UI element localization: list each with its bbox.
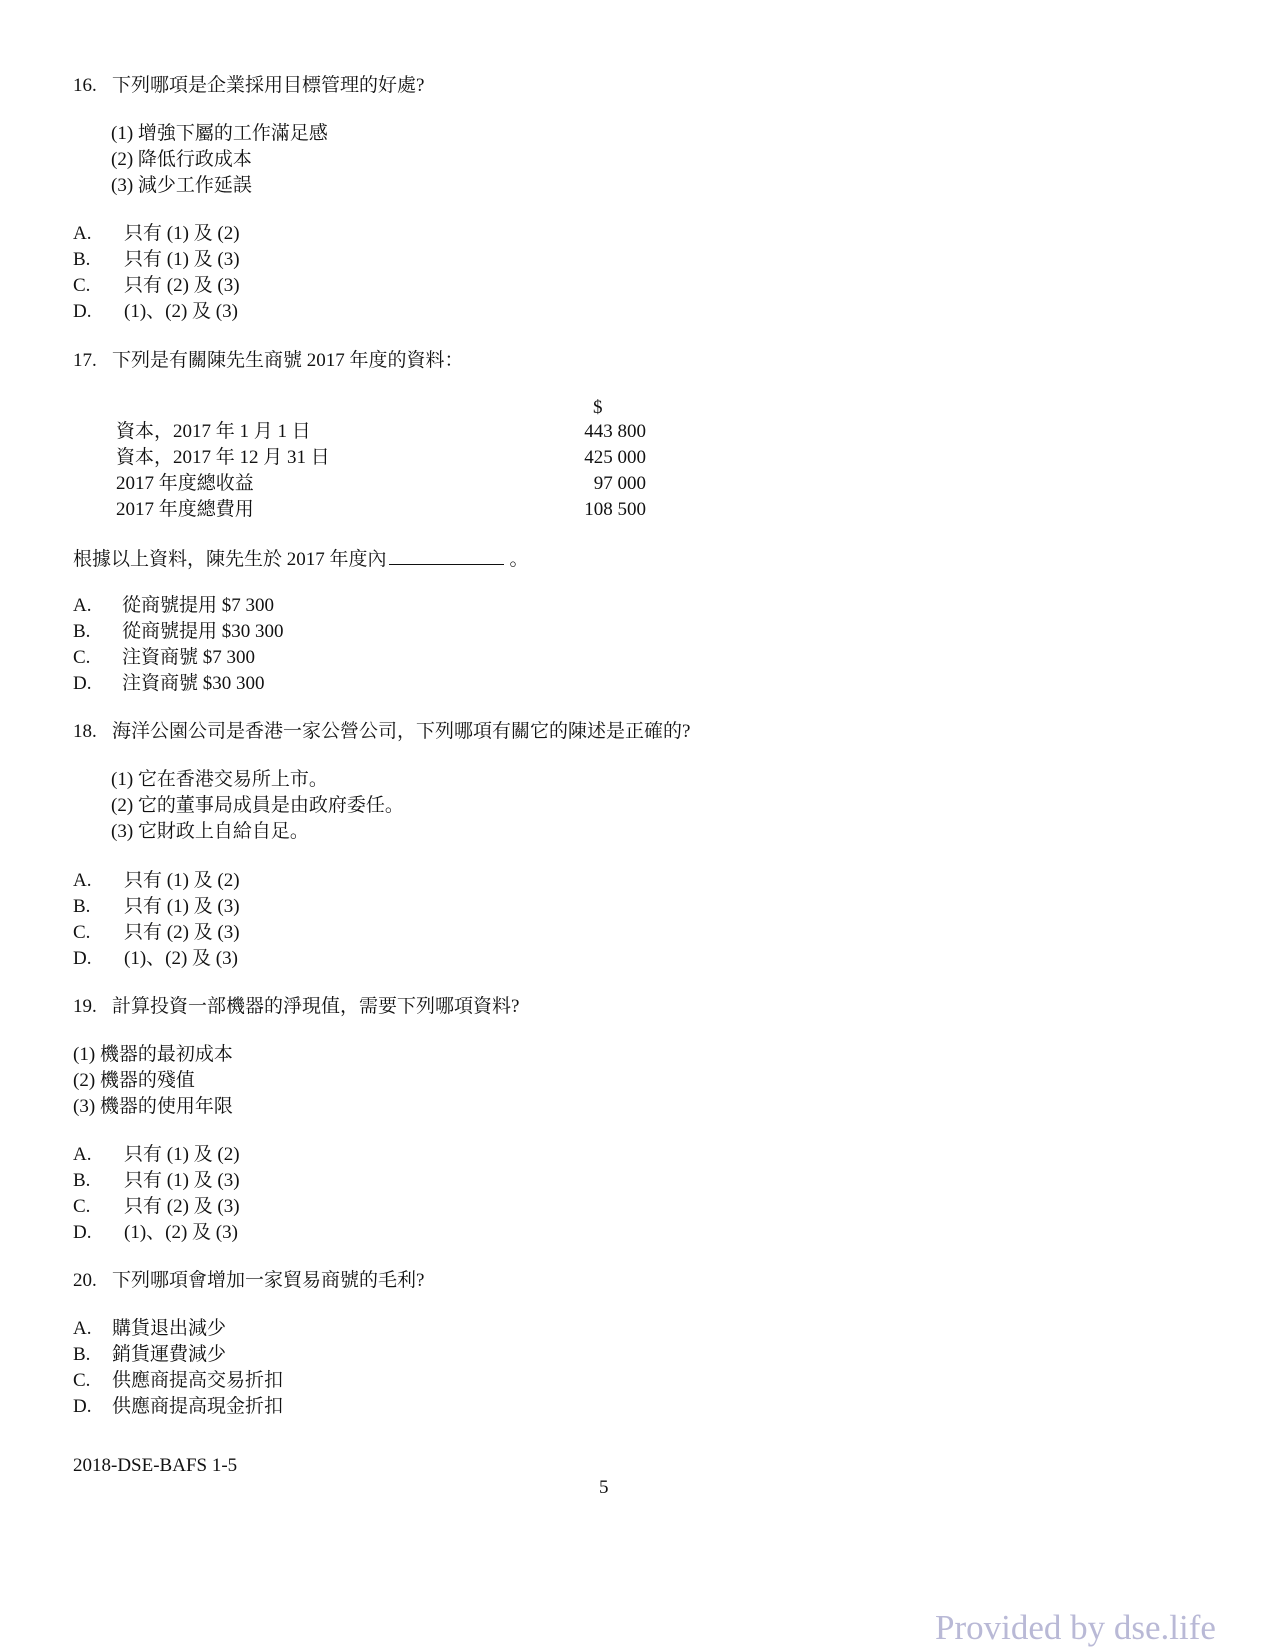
q20-option-b-letter: B. bbox=[73, 1344, 91, 1365]
q19-option-d: (1)、(2) 及 (3) bbox=[124, 1222, 238, 1243]
q18-option-b: 只有 (1) 及 (3) bbox=[124, 896, 240, 917]
q16-statement-1: (1) 增強下屬的工作滿足感 bbox=[111, 123, 328, 144]
q18-option-b-letter: B. bbox=[73, 896, 91, 917]
q16-option-b-letter: B. bbox=[73, 249, 91, 270]
q17-prompt bbox=[73, 546, 529, 572]
q17-text: 下列是有關陳先生商號 2017 年度的資料： bbox=[112, 350, 464, 371]
q17-row-3-label: 2017 年度總收益 bbox=[116, 473, 254, 494]
q20-option-a-letter: A. bbox=[73, 1318, 92, 1339]
q17-number: 17. bbox=[73, 350, 97, 371]
q19-option-c-letter: C. bbox=[73, 1196, 91, 1217]
q20-text: 下列哪項會增加一家貿易商號的毛利? bbox=[112, 1270, 425, 1291]
q19-number: 19. bbox=[73, 996, 97, 1017]
q16-option-a: 只有 (1) 及 (2) bbox=[124, 223, 240, 244]
q16-statement-2: (2) 降低行政成本 bbox=[111, 149, 252, 170]
q16-option-c-letter: C. bbox=[73, 275, 91, 296]
q17-row-4-amount: 108 500 bbox=[584, 499, 646, 520]
q17-option-d: 注資商號 $30 300 bbox=[122, 673, 265, 694]
q17-row-2-label: 資本，2017 年 12 月 31 日 bbox=[116, 447, 330, 468]
exam-code: 2018-DSE-BAFS 1-5 bbox=[73, 1455, 238, 1476]
q17-option-c-letter: C. bbox=[73, 647, 91, 668]
q20-option-c: 供應商提高交易折扣 bbox=[112, 1370, 284, 1391]
q16-option-d: (1)、(2) 及 (3) bbox=[124, 301, 238, 322]
q17-option-b: 從商號提用 $30 300 bbox=[122, 621, 284, 642]
q17-option-c: 注資商號 $7 300 bbox=[122, 647, 256, 668]
q20-option-d-letter: D. bbox=[73, 1396, 92, 1417]
q16-option-d-letter: D. bbox=[73, 301, 92, 322]
q20-option-d: 供應商提高現金折扣 bbox=[112, 1396, 284, 1417]
q18-number: 18. bbox=[73, 721, 97, 742]
q18-option-d: (1)、(2) 及 (3) bbox=[124, 948, 238, 969]
q19-option-d-letter: D. bbox=[73, 1222, 92, 1243]
q17-prompt-after: 。 bbox=[509, 549, 529, 570]
q18-statement-1: (1) 它在香港交易所上市。 bbox=[111, 769, 328, 790]
q19-option-b: 只有 (1) 及 (3) bbox=[124, 1170, 240, 1191]
q19-option-b-letter: B. bbox=[73, 1170, 91, 1191]
q17-option-d-letter: D. bbox=[73, 673, 92, 694]
q16-number: 16. bbox=[73, 75, 97, 96]
q17-option-a-letter: A. bbox=[73, 595, 92, 616]
q20-number: 20. bbox=[73, 1270, 97, 1291]
q17-currency-header: $ bbox=[593, 397, 603, 418]
q17-option-b-letter: B. bbox=[73, 621, 91, 642]
q18-option-a-letter: A. bbox=[73, 870, 92, 891]
q17-row-2-amount: 425 000 bbox=[584, 447, 646, 468]
q19-option-c: 只有 (2) 及 (3) bbox=[124, 1196, 240, 1217]
q18-option-c: 只有 (2) 及 (3) bbox=[124, 922, 240, 943]
q19-statement-2: (2) 機器的殘值 bbox=[73, 1070, 195, 1091]
q20-option-a: 購貨退出減少 bbox=[112, 1318, 227, 1339]
q17-option-a: 從商號提用 $7 300 bbox=[122, 595, 275, 616]
q17-row-1-amount: 443 800 bbox=[584, 421, 646, 442]
q16-option-a-letter: A. bbox=[73, 223, 92, 244]
q19-text: 計算投資一部機器的淨現值，需要下列哪項資料? bbox=[112, 996, 520, 1017]
watermark: Provided by dse.life bbox=[935, 1608, 1216, 1647]
q18-statement-2: (2) 它的董事局成員是由政府委任。 bbox=[111, 795, 404, 816]
q18-text: 海洋公園公司是香港一家公營公司，下列哪項有關它的陳述是正確的? bbox=[112, 721, 691, 742]
q16-statement-3: (3) 減少工作延誤 bbox=[111, 175, 252, 196]
q19-statement-1: (1) 機器的最初成本 bbox=[73, 1044, 233, 1065]
q17-row-1-label: 資本，2017 年 1 月 1 日 bbox=[116, 421, 311, 442]
q17-row-4-label: 2017 年度總費用 bbox=[116, 499, 254, 520]
q17-prompt-before: 根據以上資料，陳先生於 2017 年度內 bbox=[73, 549, 387, 570]
q18-option-c-letter: C. bbox=[73, 922, 91, 943]
q16-option-b: 只有 (1) 及 (3) bbox=[124, 249, 240, 270]
page-number: 5 bbox=[599, 1477, 609, 1498]
q16-option-c: 只有 (2) 及 (3) bbox=[124, 275, 240, 296]
q16-text: 下列哪項是企業採用目標管理的好處? bbox=[112, 75, 425, 96]
q18-option-a: 只有 (1) 及 (2) bbox=[124, 870, 240, 891]
q18-statement-3: (3) 它財政上自給自足。 bbox=[111, 821, 309, 842]
q20-option-c-letter: C. bbox=[73, 1370, 91, 1391]
q18-option-d-letter: D. bbox=[73, 948, 92, 969]
q17-answer-blank bbox=[389, 546, 504, 565]
q19-option-a-letter: A. bbox=[73, 1144, 92, 1165]
q20-option-b: 銷貨運費減少 bbox=[112, 1344, 227, 1365]
q19-option-a: 只有 (1) 及 (2) bbox=[124, 1144, 240, 1165]
q17-row-3-amount: 97 000 bbox=[593, 473, 646, 494]
q19-statement-3: (3) 機器的使用年限 bbox=[73, 1096, 233, 1117]
